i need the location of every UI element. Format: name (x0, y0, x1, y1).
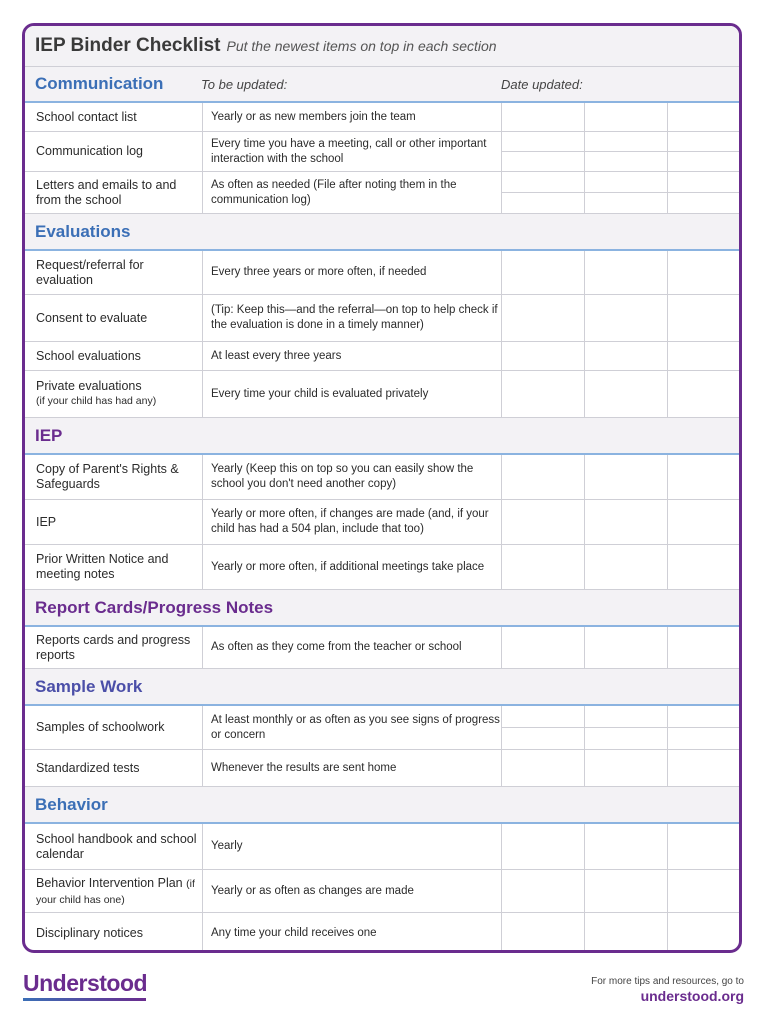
item-frequency: Whenever the results are sent home (203, 750, 502, 786)
item-name: Reports cards and progress reports (25, 627, 203, 668)
item-name: School contact list (25, 103, 203, 131)
section-title: Communication (35, 74, 164, 93)
date-cell[interactable] (668, 371, 739, 417)
table-row (25, 627, 739, 669)
section-header-report-cards (25, 590, 739, 627)
date-cell[interactable] (502, 706, 585, 749)
date-cell[interactable] (668, 455, 739, 499)
table-row (25, 824, 739, 870)
date-cell[interactable] (668, 706, 739, 749)
item-frequency: Every time your child is evaluated privately (203, 371, 502, 417)
footer-url-link[interactable]: understood.org (640, 988, 744, 1004)
table-row (25, 545, 739, 590)
item-frequency: (Tip: Keep this—and the referral—on top to help check if the evaluation is done in a timely manner) (203, 295, 502, 341)
date-cell[interactable] (585, 627, 668, 668)
date-cell[interactable] (668, 870, 739, 912)
item-frequency: At least monthly or as often as you see signs of progress or concern (203, 706, 502, 749)
date-cell[interactable] (502, 371, 585, 417)
item-name: Communication log (25, 132, 203, 171)
date-cell[interactable] (502, 172, 585, 213)
date-cell[interactable] (585, 870, 668, 912)
column-label-to-be-updated: To be updated: (201, 77, 288, 92)
item-name: Copy of Parent's Rights & Safeguards (25, 455, 203, 499)
item-name-cell (25, 371, 203, 417)
section-header-behavior (25, 787, 739, 824)
item-name: Request/referral for evaluation (25, 251, 203, 294)
item-frequency: Every time you have a meeting, call or other important interaction with the school (203, 132, 502, 171)
item-name: Samples of schoolwork (25, 706, 203, 749)
date-cell[interactable] (668, 251, 739, 294)
table-row (25, 870, 739, 913)
date-cell[interactable] (585, 455, 668, 499)
checklist-frame (22, 23, 742, 953)
date-cell[interactable] (502, 103, 585, 131)
table-row (25, 455, 739, 500)
understood-logo[interactable]: Understood (23, 970, 148, 996)
date-cell[interactable] (668, 103, 739, 131)
item-frequency: Yearly (203, 824, 502, 869)
date-cell[interactable] (668, 500, 739, 544)
item-frequency: Yearly or more often, if changes are made (and, if your child has had a 504 plan, include that too) (203, 500, 502, 544)
date-cell[interactable] (585, 251, 668, 294)
section-header-evaluations (25, 214, 739, 251)
date-cell[interactable] (502, 500, 585, 544)
title-bar (25, 26, 739, 67)
date-cell[interactable] (668, 913, 739, 953)
item-note: (if your child has had any) (36, 395, 157, 407)
table-row (25, 750, 739, 787)
section-title: Behavior (35, 794, 108, 814)
page-subtitle: Put the newest items on top in each section (226, 38, 497, 54)
item-name: School handbook and school calendar (25, 824, 203, 869)
table-row (25, 500, 739, 545)
date-cell[interactable] (585, 371, 668, 417)
item-frequency: As often as needed (File after noting them in the communication log) (203, 172, 502, 213)
date-cell[interactable] (502, 870, 585, 912)
date-cell[interactable] (585, 913, 668, 953)
item-frequency: At least every three years (203, 342, 502, 370)
item-frequency: Yearly or as new members join the team (203, 103, 502, 131)
section-title: Evaluations (35, 221, 131, 241)
section-title: IEP (35, 425, 63, 445)
date-cell[interactable] (668, 132, 739, 171)
item-frequency: Any time your child receives one (203, 913, 502, 953)
section-header-sample-work (25, 669, 739, 706)
item-frequency: Every three years or more often, if needed (203, 251, 502, 294)
item-name: School evaluations (25, 342, 203, 370)
date-cell[interactable] (585, 132, 668, 171)
table-row (25, 706, 739, 750)
date-cell[interactable] (502, 750, 585, 786)
item-name: Disciplinary notices (25, 913, 203, 953)
date-cell[interactable] (668, 750, 739, 786)
date-cell[interactable] (585, 750, 668, 786)
date-cell[interactable] (585, 824, 668, 869)
date-cell[interactable] (668, 824, 739, 869)
date-cell[interactable] (502, 913, 585, 953)
item-frequency: Yearly or more often, if additional meetings take place (203, 545, 502, 589)
table-row (25, 132, 739, 172)
table-row (25, 103, 739, 132)
table-row (25, 371, 739, 418)
date-cell[interactable] (502, 251, 585, 294)
table-row (25, 251, 739, 295)
date-cell[interactable] (502, 627, 585, 668)
date-cell[interactable] (502, 295, 585, 341)
section-title: Report Cards/Progress Notes (35, 597, 274, 617)
item-name: Letters and emails to and from the school (25, 172, 203, 213)
date-cell[interactable] (502, 455, 585, 499)
item-name-cell (25, 870, 203, 912)
section-title: Sample Work (35, 676, 143, 696)
logo-underline (23, 998, 146, 1001)
item-name: Private evaluations (36, 379, 142, 393)
item-frequency: As often as they come from the teacher or school (203, 627, 502, 668)
date-cell[interactable] (585, 706, 668, 749)
item-name: Standardized tests (25, 750, 203, 786)
column-label-date-updated: Date updated: (501, 77, 583, 92)
date-cell[interactable] (585, 295, 668, 341)
date-cell[interactable] (585, 172, 668, 213)
section-header-iep (25, 418, 739, 455)
table-row (25, 172, 739, 214)
date-cell[interactable] (668, 627, 739, 668)
item-name: Behavior Intervention Plan (36, 876, 183, 890)
date-cell[interactable] (668, 545, 739, 589)
table-row (25, 913, 739, 953)
item-name: Prior Written Notice and meeting notes (25, 545, 203, 589)
item-frequency: Yearly or as often as changes are made (203, 870, 502, 912)
item-frequency: Yearly (Keep this on top so you can easily show the school you don't need another copy) (203, 455, 502, 499)
date-cell[interactable] (585, 103, 668, 131)
date-cell[interactable] (668, 342, 739, 370)
date-cell[interactable] (668, 295, 739, 341)
date-cell[interactable] (585, 500, 668, 544)
date-cell[interactable] (502, 824, 585, 869)
table-row (25, 342, 739, 371)
date-cell[interactable] (502, 342, 585, 370)
date-cell[interactable] (668, 172, 739, 213)
footer-tip: For more tips and resources, go to (591, 976, 744, 987)
date-cell[interactable] (502, 132, 585, 171)
date-cell[interactable] (502, 545, 585, 589)
date-cell[interactable] (585, 545, 668, 589)
item-name: IEP (25, 500, 203, 544)
date-cell[interactable] (585, 342, 668, 370)
item-name: Consent to evaluate (25, 295, 203, 341)
page-title: IEP Binder Checklist (35, 35, 221, 56)
section-header-communication (25, 67, 739, 103)
table-row (25, 295, 739, 342)
item-note: (if your child has one) (36, 878, 195, 906)
